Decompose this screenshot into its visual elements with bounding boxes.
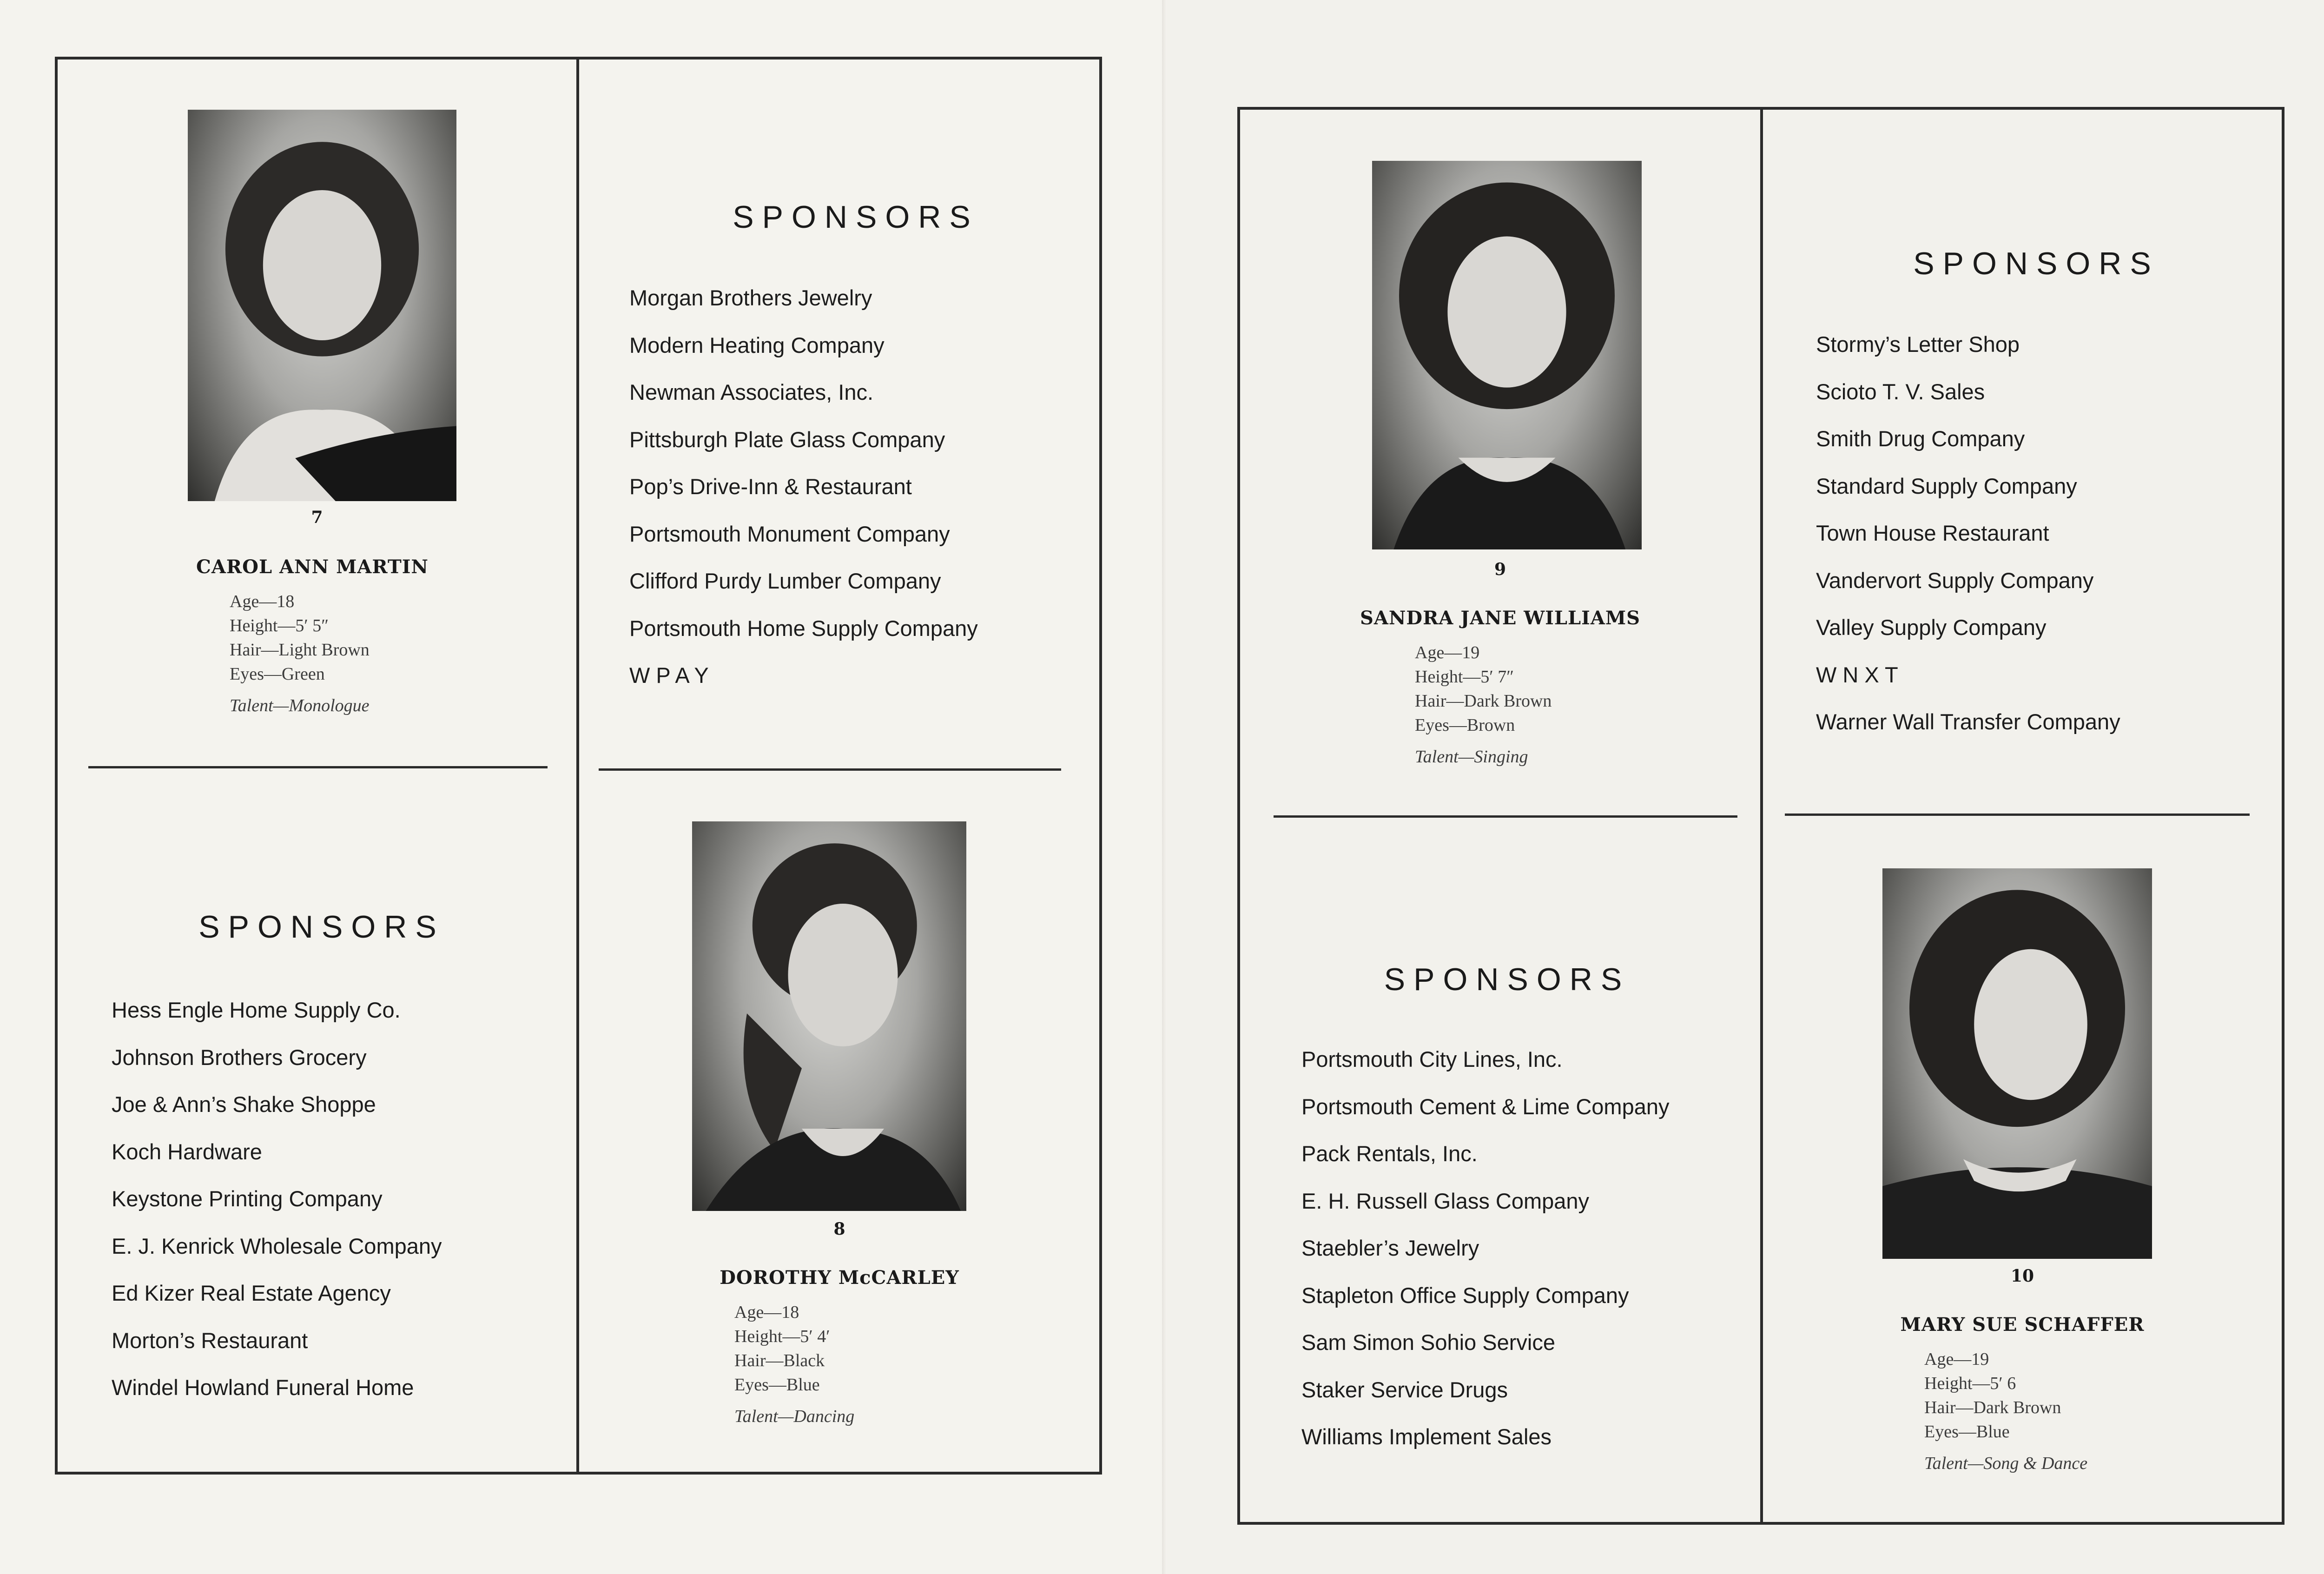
- sponsor-item: Standard Supply Company: [1816, 473, 2077, 498]
- contestant-photo: [188, 110, 456, 501]
- sponsor-item: Newman Associates, Inc.: [629, 380, 874, 404]
- contestant-name: DOROTHY McCARLEY: [720, 1267, 959, 1289]
- sponsor-block: [1763, 110, 2282, 812]
- contestant-talent: Talent—Singing: [1415, 747, 1528, 767]
- sponsor-item: Koch Hardware: [112, 1139, 262, 1164]
- sponsor-item: Portsmouth Monument Company: [629, 521, 950, 546]
- contestant-age: Age—19: [1924, 1349, 1989, 1369]
- sponsors-list: [1816, 321, 2120, 746]
- contestant-age: Age—18: [230, 592, 295, 611]
- contestant-number: 9: [1494, 560, 1506, 579]
- contestant-hair: Hair—Dark Brown: [1924, 1398, 2061, 1417]
- sponsors-heading: SPONSORS: [198, 909, 445, 945]
- contestant-card: [579, 769, 1100, 1471]
- contestant-hair: Hair—Dark Brown: [1415, 691, 1552, 711]
- contestant-number: 10: [2010, 1266, 2034, 1286]
- contestant-stats: [734, 1300, 854, 1429]
- sponsor-item: Pack Rentals, Inc.: [1301, 1141, 1478, 1166]
- sponsor-item: W N X T: [1816, 662, 1898, 687]
- contestant-stats: [1924, 1347, 2087, 1475]
- sponsor-item: Vandervort Supply Company: [1816, 568, 2094, 593]
- contestant-height: Height—5′ 4′: [734, 1327, 830, 1346]
- left-rule-1: [88, 766, 548, 768]
- contestant-eyes: Eyes—Blue: [1924, 1422, 2010, 1442]
- right-rule-2: [1785, 813, 2250, 816]
- contestant-eyes: Eyes—Blue: [734, 1375, 820, 1395]
- sponsor-item: Sam Simon Sohio Service: [1301, 1330, 1555, 1355]
- contestant-card: [1763, 818, 2282, 1522]
- sponsor-item: Town House Restaurant: [1816, 521, 2049, 545]
- sponsor-item: Portsmouth Home Supply Company: [629, 615, 978, 641]
- contestant-name: MARY SUE SCHAFFER: [1900, 1314, 2145, 1336]
- contestant-photo: [1882, 868, 2152, 1259]
- sponsors-heading: SPONSORS: [1913, 246, 2159, 281]
- contestant-photo: [1372, 161, 1642, 549]
- sponsors-list: [1301, 1036, 1670, 1461]
- sponsor-item: Stapleton Office Supply Company: [1301, 1283, 1629, 1308]
- sponsors-heading: SPONSORS: [733, 199, 979, 235]
- contestant-eyes: Eyes—Green: [230, 664, 325, 684]
- right-page: [1167, 0, 2324, 1574]
- sponsor-item: Warner Wall Transfer Company: [1816, 709, 2120, 734]
- sponsor-item: Portsmouth City Lines, Inc.: [1301, 1047, 1563, 1071]
- sponsor-item: Pittsburgh Plate Glass Company: [629, 427, 945, 452]
- sponsor-item: Valley Supply Company: [1816, 615, 2047, 640]
- contestant-card: [1240, 110, 1760, 815]
- sponsor-block: [579, 60, 1100, 766]
- sponsor-item: Morton’s Restaurant: [112, 1328, 308, 1353]
- sponsor-item: Pop’s Drive-Inn & Restaurant: [629, 474, 912, 499]
- contestant-photo: [692, 821, 966, 1211]
- sponsor-item: Smith Drug Company: [1816, 426, 2025, 451]
- contestant-age: Age—19: [1415, 643, 1480, 662]
- contestant-stats: [1415, 641, 1552, 769]
- sponsor-block: [1240, 818, 1760, 1522]
- sponsor-item: Staker Service Drugs: [1301, 1377, 1508, 1402]
- sponsor-item: E. J. Kenrick Wholesale Company: [112, 1233, 442, 1258]
- contestant-talent: Talent—Song & Dance: [1924, 1454, 2088, 1473]
- contestant-card: [58, 60, 576, 766]
- sponsor-item: Morgan Brothers Jewelry: [629, 285, 872, 310]
- sponsor-item: Staebler’s Jewelry: [1301, 1236, 1479, 1260]
- sponsor-item: E. H. Russell Glass Company: [1301, 1188, 1590, 1213]
- contestant-name: CAROL ANN MARTIN: [196, 556, 429, 578]
- sponsors-list: [112, 986, 442, 1411]
- sponsor-item: Clifford Purdy Lumber Company: [629, 569, 941, 593]
- contestant-name: SANDRA JANE WILLIAMS: [1360, 607, 1641, 629]
- contestant-talent: Talent—Dancing: [734, 1407, 855, 1426]
- contestant-number: 7: [311, 508, 323, 527]
- contestant-age: Age—18: [734, 1303, 799, 1322]
- sponsor-item: Ed Kizer Real Estate Agency: [112, 1281, 391, 1305]
- sponsor-item: Johnson Brothers Grocery: [112, 1045, 367, 1070]
- contestant-height: Height—5′ 7″: [1415, 667, 1514, 687]
- contestant-eyes: Eyes—Brown: [1415, 715, 1515, 735]
- contestant-hair: Hair—Light Brown: [230, 640, 370, 660]
- sponsor-item: Windel Howland Funeral Home: [112, 1375, 414, 1400]
- sponsors-list: [629, 274, 978, 699]
- sponsor-item: Hess Engle Home Supply Co.: [112, 998, 401, 1022]
- sponsor-item: Keystone Printing Company: [112, 1186, 383, 1211]
- sponsors-heading: SPONSORS: [1384, 962, 1631, 997]
- sponsor-item: Williams Implement Sales: [1301, 1424, 1552, 1449]
- sponsor-block: [58, 769, 576, 1471]
- contestant-height: Height—5′ 6: [1924, 1374, 2016, 1393]
- contestant-hair: Hair—Black: [734, 1351, 825, 1370]
- sponsor-item: Stormy’s Letter Shop: [1816, 332, 2020, 357]
- contestant-stats: [230, 589, 370, 718]
- contestant-number: 8: [833, 1219, 845, 1239]
- sponsor-item: Scioto T. V. Sales: [1816, 379, 1985, 404]
- sponsor-item: Modern Heating Company: [629, 332, 885, 357]
- sponsor-item: W P A Y: [629, 663, 709, 688]
- contestant-talent: Talent—Monologue: [230, 696, 370, 715]
- sponsor-item: Portsmouth Cement & Lime Company: [1301, 1094, 1670, 1119]
- right-rule-1: [1274, 815, 1737, 818]
- sponsor-item: Joe & Ann’s Shake Shoppe: [112, 1092, 376, 1117]
- contestant-height: Height—5′ 5″: [230, 616, 329, 635]
